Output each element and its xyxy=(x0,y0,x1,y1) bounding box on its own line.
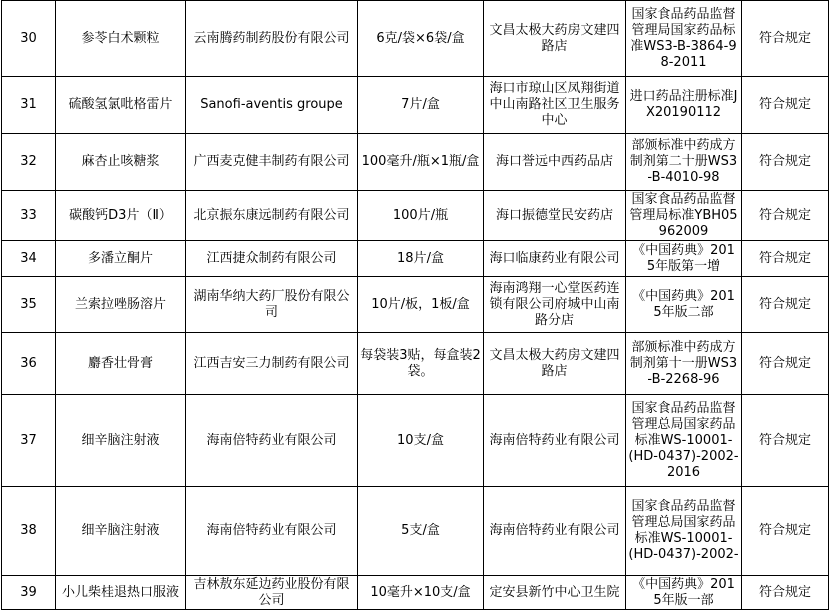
specification-cell: 10毫升×10支/盒 xyxy=(358,576,484,610)
inspection-result-cell: 符合规定 xyxy=(742,77,829,134)
product-name-cell: 小儿柴桂退热口服液 xyxy=(56,576,186,610)
table-body xyxy=(2,1,829,610)
sampled-unit-cell: 文昌太极大药房文建四路店 xyxy=(484,1,626,77)
table-row xyxy=(2,1,829,77)
manufacturer-cell: 江西吉安三力制药有限公司 xyxy=(186,333,358,395)
inspection-standard-cell: 国家食品药品监督管理总局国家药品标准WS-10001-(HD-0437)-2002- xyxy=(626,487,742,576)
specification-cell: 10支/盒 xyxy=(358,395,484,487)
table-row xyxy=(2,576,829,610)
sampled-unit-cell: 海口誉远中西药品店 xyxy=(484,134,626,191)
specification-cell: 5支/盒 xyxy=(358,487,484,576)
inspection-result-cell: 符合规定 xyxy=(742,333,829,395)
manufacturer-cell: 北京振东康远制药有限公司 xyxy=(186,191,358,241)
specification-cell: 100片/瓶 xyxy=(358,191,484,241)
inspection-standard-cell: 进口药品注册标准JX20190112 xyxy=(626,77,742,134)
sampled-unit-cell: 定安县新竹中心卫生院 xyxy=(484,576,626,610)
product-name-cell: 多潘立酮片 xyxy=(56,241,186,277)
row-number-cell: 31 xyxy=(2,77,56,134)
sampled-unit-cell: 海口临康药业有限公司 xyxy=(484,241,626,277)
product-name-cell: 细辛脑注射液 xyxy=(56,395,186,487)
row-number-cell: 39 xyxy=(2,576,56,610)
sampled-unit-cell: 海南倍特药业有限公司 xyxy=(484,487,626,576)
product-name-cell: 麝香壮骨膏 xyxy=(56,333,186,395)
manufacturer-cell: Sanofi-aventis groupe xyxy=(186,77,358,134)
inspection-result-cell: 符合规定 xyxy=(742,487,829,576)
product-name-cell: 硫酸氢氯吡格雷片 xyxy=(56,77,186,134)
row-number-cell: 36 xyxy=(2,333,56,395)
table-row xyxy=(2,77,829,134)
table-row xyxy=(2,277,829,333)
inspection-standard-cell: 《中国药典》2015年版二部 xyxy=(626,277,742,333)
inspection-standard-cell: 部颁标准中药成方制剂第十一册WS3-B-2268-96 xyxy=(626,333,742,395)
inspection-standard-cell: 国家食品药品监督管理总局国家药品标准WS-10001-(HD-0437)-2002-2016 xyxy=(626,395,742,487)
inspection-standard-cell: 部颁标准中药成方制剂第二十册WS3-B-4010-98 xyxy=(626,134,742,191)
specification-cell: 18片/盒 xyxy=(358,241,484,277)
manufacturer-cell: 湖南华纳大药厂股份有限公司 xyxy=(186,277,358,333)
table-row xyxy=(2,191,829,241)
inspection-standard-cell: 《中国药典》2015年版第一增 xyxy=(626,241,742,277)
inspection-standard-cell: 《中国药典》2015年版一部 xyxy=(626,576,742,610)
sampled-unit-cell: 海口市琼山区凤翔街道中山南路社区卫生服务中心 xyxy=(484,77,626,134)
table-row xyxy=(2,487,829,576)
manufacturer-cell: 广西麦克健丰制药有限公司 xyxy=(186,134,358,191)
row-number-cell: 34 xyxy=(2,241,56,277)
product-name-cell: 细辛脑注射液 xyxy=(56,487,186,576)
manufacturer-cell: 海南倍特药业有限公司 xyxy=(186,487,358,576)
sampled-unit-cell: 海南倍特药业有限公司 xyxy=(484,395,626,487)
product-name-cell: 兰索拉唑肠溶片 xyxy=(56,277,186,333)
row-number-cell: 35 xyxy=(2,277,56,333)
row-number-cell: 30 xyxy=(2,1,56,77)
inspection-result-cell: 符合规定 xyxy=(742,277,829,333)
manufacturer-cell: 吉林敖东延边药业股份有限公司 xyxy=(186,576,358,610)
product-name-cell: 参苓白术颗粒 xyxy=(56,1,186,77)
inspection-standard-cell: 国家食品药品监督管理局国家药品标准WS3-B-3864-98-2011 xyxy=(626,1,742,77)
specification-cell: 10片/板，1板/盒 xyxy=(358,277,484,333)
product-name-cell: 麻杏止咳糖浆 xyxy=(56,134,186,191)
inspection-result-cell: 符合规定 xyxy=(742,1,829,77)
inspection-result-cell: 符合规定 xyxy=(742,395,829,487)
table-row xyxy=(2,241,829,277)
product-name-cell: 碳酸钙D3片（Ⅱ） xyxy=(56,191,186,241)
inspection-result-cell: 符合规定 xyxy=(742,191,829,241)
sampled-unit-cell: 文昌太极大药房文建四路店 xyxy=(484,333,626,395)
specification-cell: 6克/袋×6袋/盒 xyxy=(358,1,484,77)
inspection-result-cell: 符合规定 xyxy=(742,576,829,610)
manufacturer-cell: 云南腾药制药股份有限公司 xyxy=(186,1,358,77)
specification-cell: 每袋装3贴，每盒装2袋。 xyxy=(358,333,484,395)
inspection-standard-cell: 国家食品药品监督管理局标准YBH05962009 xyxy=(626,191,742,241)
inspection-result-cell: 符合规定 xyxy=(742,241,829,277)
specification-cell: 7片/盒 xyxy=(358,77,484,134)
specification-cell: 100毫升/瓶×1瓶/盒 xyxy=(358,134,484,191)
drug-inspection-table xyxy=(1,0,829,610)
row-number-cell: 33 xyxy=(2,191,56,241)
table-row xyxy=(2,134,829,191)
inspection-result-cell: 符合规定 xyxy=(742,134,829,191)
manufacturer-cell: 江西捷众制药有限公司 xyxy=(186,241,358,277)
sampled-unit-cell: 海南鸿翔一心堂医药连锁有限公司府城中山南路分店 xyxy=(484,277,626,333)
manufacturer-cell: 海南倍特药业有限公司 xyxy=(186,395,358,487)
row-number-cell: 37 xyxy=(2,395,56,487)
sampled-unit-cell: 海口振德堂民安药店 xyxy=(484,191,626,241)
table-row xyxy=(2,395,829,487)
row-number-cell: 38 xyxy=(2,487,56,576)
table-row xyxy=(2,333,829,395)
row-number-cell: 32 xyxy=(2,134,56,191)
